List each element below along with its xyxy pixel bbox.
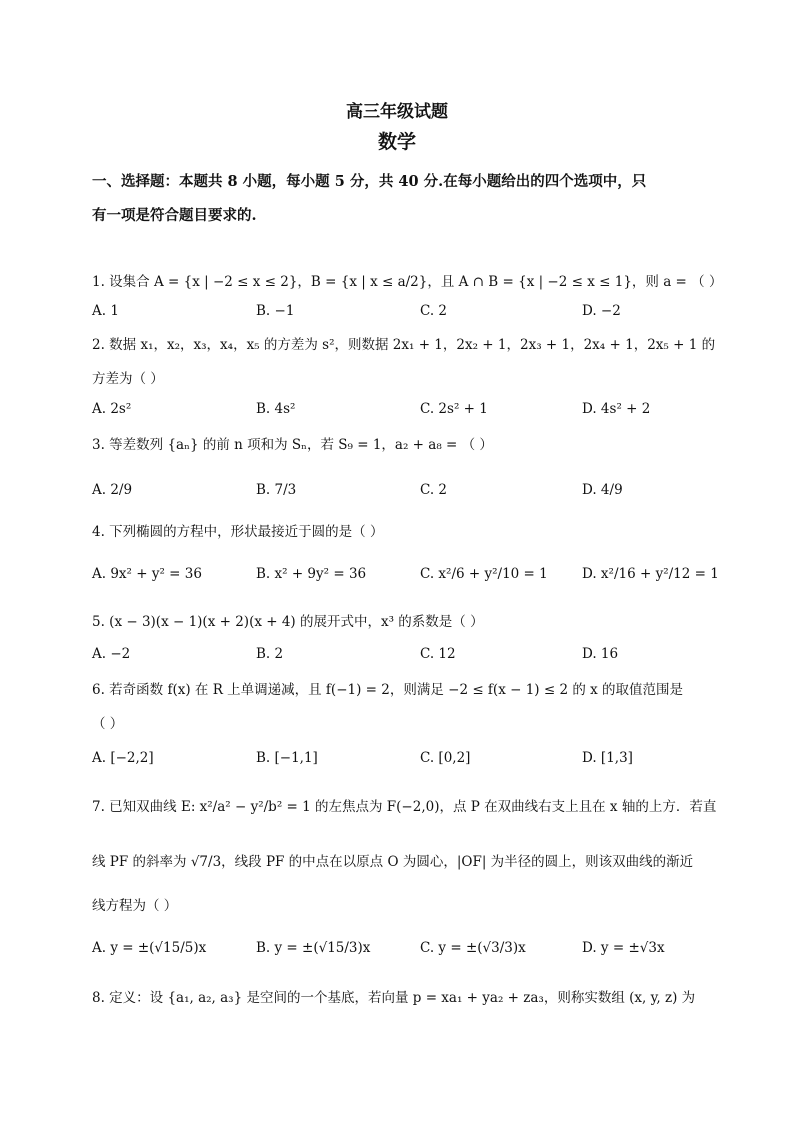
option-c: C. [0,2] [420,750,471,766]
option-d: D. −2 [582,303,621,319]
section-heading-line-1: 一、选择题：本题共 8 小题，每小题 5 分，共 40 分.在每小题给出的四个选项中，只 [92,173,647,190]
question-7-stem-line-3: 线方程为（ ） [92,898,178,914]
option-d: D. y = ±√3x [582,940,665,956]
option-b: B. 4s² [256,401,296,417]
option-c: C. 2 [420,482,448,498]
option-a: A. −2 [92,646,131,662]
question-3-stem: 3. 等差数列 {aₙ} 的前 n 项和为 Sₙ，若 S₉ = 1，a₂ + a₈ = （ ） [92,437,493,453]
question-4-stem: 4. 下列椭圆的方程中，形状最接近于圆的是（ ） [92,524,384,540]
question-3-options [92,482,732,504]
option-a: A. 2/9 [92,482,133,498]
question-6-stem-line-1: 6. 若奇函数 f(x) 在 R 上单调递减，且 f(−1) = 2，则满足 −2 ≤ f(x − 1) ≤ 2 的 x 的取值范围是 [92,682,684,698]
option-c: C. y = ±(√3/3)x [420,940,526,956]
option-b: B. −1 [256,303,295,319]
option-c: C. x²/6 + y²/10 = 1 [420,566,548,582]
exam-subject: 数学 [377,131,416,153]
question-2-stem-line-2: 方差为（ ） [92,371,164,387]
option-d: D. x²/16 + y²/12 = 1 [582,566,719,582]
option-a: A. y = ±(√15/5)x [92,940,207,956]
option-b: B. 2 [256,646,284,662]
question-6-options [92,750,732,772]
option-d: D. 16 [582,646,619,662]
question-7-stem-line-2: 线 PF 的斜率为 √7/3，线段 PF 的中点在以原点 O 为圆心，|OF| 为半径的圆上，则该双曲线的渐近 [92,854,694,870]
option-b: B. x² + 9y² = 36 [256,566,367,582]
option-a: A. 2s² [92,401,132,417]
option-a: A. [−2,2] [92,750,154,766]
option-d: D. 4/9 [582,482,623,498]
question-2-options [92,401,732,423]
question-4-options [92,566,732,588]
option-c: C. 2s² + 1 [420,401,488,417]
option-d: D. 4s² + 2 [582,401,651,417]
option-a: A. 9x² + y² = 36 [92,566,202,582]
option-a: A. 1 [92,303,119,319]
question-1-options [92,303,732,325]
question-5-options [92,646,732,668]
question-8-stem: 8. 定义：设 {a₁, a₂, a₃} 是空间的一个基底，若向量 p = xa₁ + ya₂ + za₃，则称实数组 (x, y, z) 为 [92,990,696,1006]
option-b: B. [−1,1] [256,750,318,766]
option-c: C. 2 [420,303,448,319]
question-2-stem-line-1: 2. 数据 x₁，x₂，x₃，x₄，x₅ 的方差为 s²，则数据 2x₁ + 1，2x₂ + 1，2x₃ + 1，2x₄ + 1，2x₅ + 1 的 [92,337,716,353]
option-b: B. y = ±(√15/3)x [256,940,371,956]
question-5-stem: 5. (x − 3)(x − 1)(x + 2)(x + 4) 的展开式中，x³ 的系数是（ ） [92,614,484,630]
question-6-stem-line-2: （ ） [92,716,124,732]
section-heading-line-2: 有一项是符合题目要求的. [92,207,257,224]
option-c: C. 12 [420,646,456,662]
question-7-options [92,940,732,962]
exam-title: 高三年级试题 [346,102,448,122]
option-d: D. [1,3] [582,750,633,766]
option-b: B. 7/3 [256,482,297,498]
question-7-stem-line-1: 7. 已知双曲线 E: x²/a² − y²/b² = 1 的左焦点为 F(−2,0)，点 P 在双曲线右支上且在 x 轴的上方．若直 [92,799,717,815]
question-1-stem: 1. 设集合 A = {x | −2 ≤ x ≤ 2}，B = {x | x ≤ a/2}，且 A ∩ B = {x | −2 ≤ x ≤ 1}，则 a = （ ） [92,274,723,290]
